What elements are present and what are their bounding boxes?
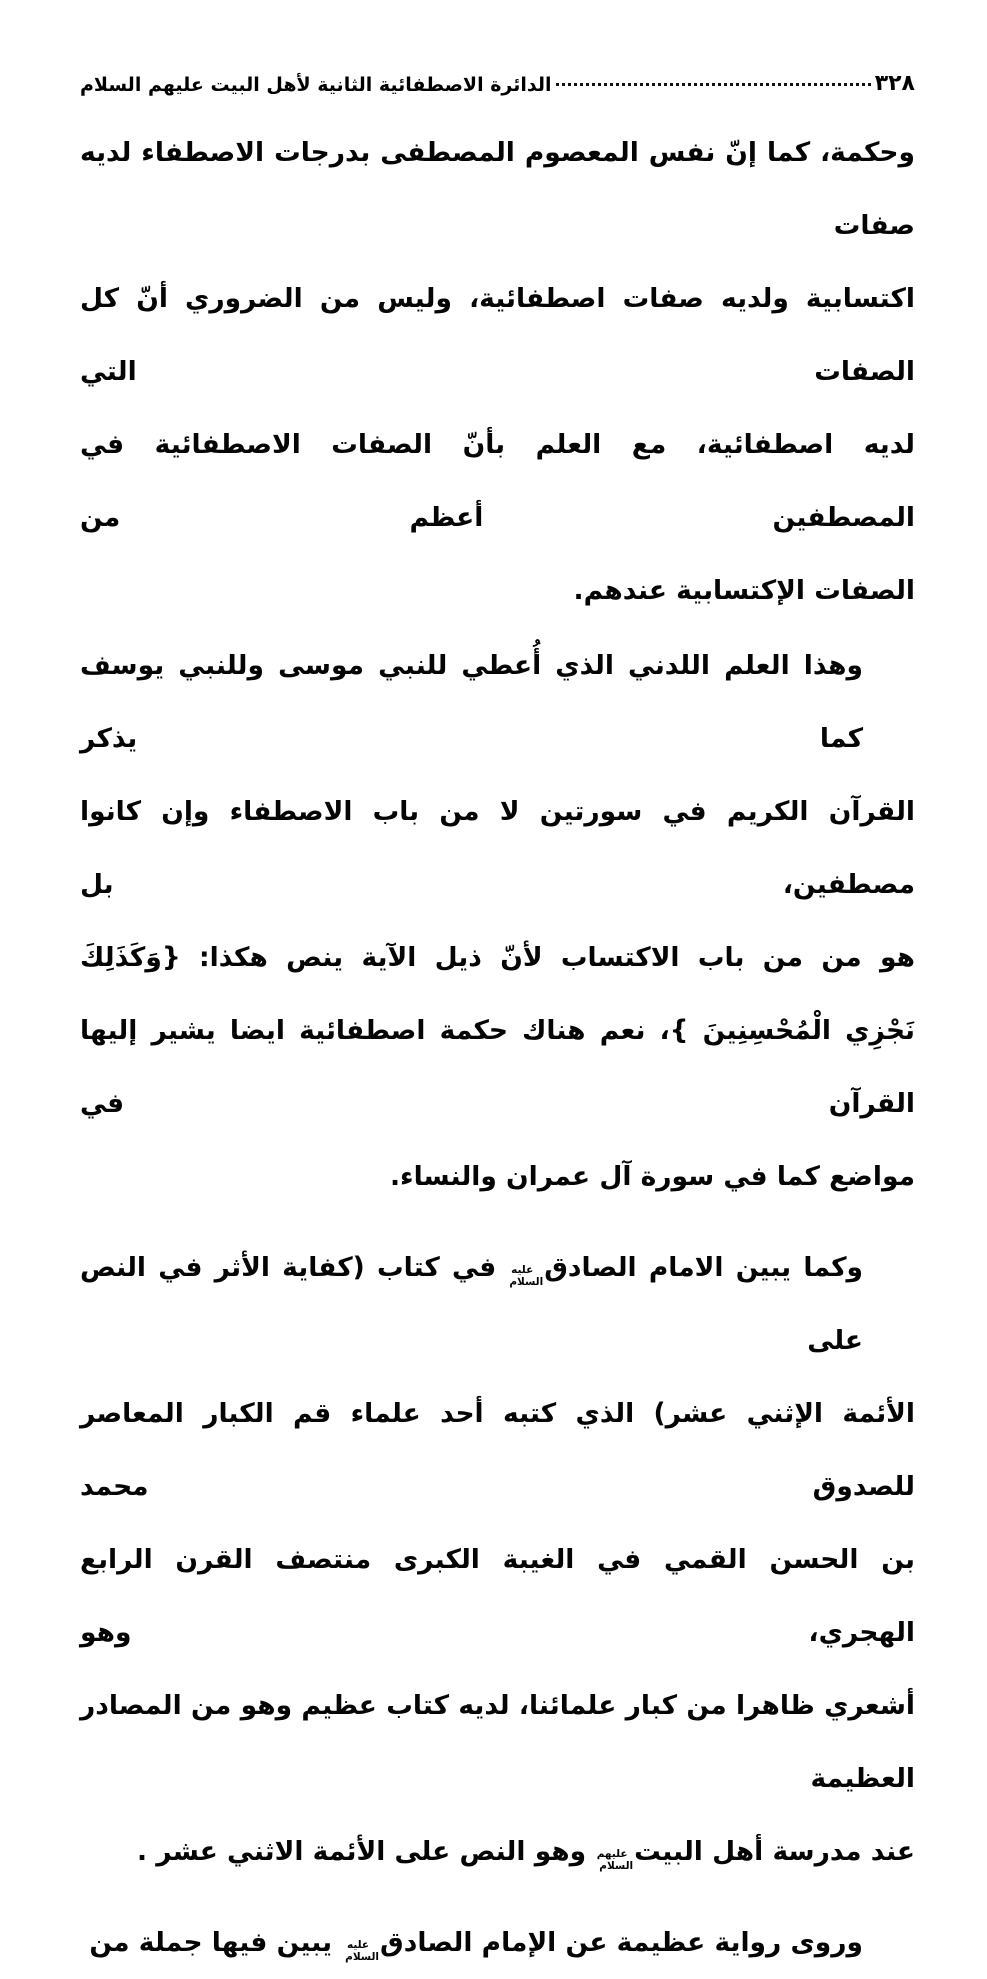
text-line: اكتسابية ولديه صفات اصطفائية، وليس من الضروري أنّ كل الصفات التي <box>80 283 915 387</box>
dotted-leader <box>556 83 871 86</box>
text-segment: في كتاب (كفاية الأثر في النص على <box>80 1252 863 1356</box>
text-line: وحكمة، كما إنّ نفس المعصوم المصطفى بدرجات الاصطفاء لديه صفات <box>80 137 915 241</box>
text-line <box>80 1231 915 1377</box>
text-line: وهذا العلم اللدني الذي أُعطي للنبي موسى وللنبي يوسف كما يذكر <box>80 650 863 754</box>
text-segment: يبين فيها جملة من <box>89 1927 333 1958</box>
text-line: مواضع كما في سورة آل عمران والنساء. <box>389 1161 915 1192</box>
text-line: لديه اصطفائية، مع العلم بأنّ الصفات الاصطفائية في المصطفين أعظم من <box>80 429 915 533</box>
page-body <box>80 116 915 1979</box>
quran-quote-line: نَجْزِي الْمُحْسِنِينَ }، نعم هناك حكمة اصطفائية ايضا يشير إليها القرآن في <box>80 1015 915 1119</box>
paragraph-1 <box>80 116 915 627</box>
alayhim-salam-honorific: عليهم السلام <box>596 1848 634 1872</box>
page-number: ٣٢٨ <box>874 71 915 96</box>
text-line: الأئمة الإثني عشر) الذي كتبه أحد علماء قم الكبار المعاصر للصدوق محمد <box>80 1398 915 1502</box>
running-header <box>80 44 915 96</box>
text-segment: وكما يبين الامام الصادق <box>544 1252 863 1283</box>
text-line <box>80 1815 915 1888</box>
text-line: القرآن الكريم في سورتين لا من باب الاصطفاء وإن كانوا مصطفين، بل <box>80 796 915 900</box>
paragraph-3 <box>80 1231 915 1888</box>
paragraph-4 <box>80 1906 915 1979</box>
text-line: أشعري ظاهرا من كبار علمائنا، لديه كتاب عظيم وهو من المصادر العظيمة <box>80 1690 915 1794</box>
chapter-title: الدائرة الاصطفائية الثانية لأهل البيت عليهم السلام <box>80 74 552 96</box>
text-line: بن الحسن القمي في الغيبة الكبرى منتصف القرن الرابع الهجري، وهو <box>80 1544 915 1648</box>
text-segment: عند مدرسة أهل البيت <box>634 1836 915 1867</box>
text-segment: وروى رواية عظيمة عن الإمام الصادق <box>380 1927 863 1958</box>
text-segment: وهو النص على الأئمة الاثني عشر . <box>136 1836 587 1867</box>
text-line <box>80 1906 915 1979</box>
paragraph-2 <box>80 629 915 1213</box>
quran-quote-line: هو من من باب الاكتساب لأنّ ذيل الآية ينص هكذا: {وَكَذَلِكَ <box>80 942 915 973</box>
text-line: الصفات الإكتسابية عندهم. <box>573 575 915 606</box>
alayhis-salam-honorific: عليه السلام <box>509 1264 544 1288</box>
alayhis-salam-honorific: عليه السلام <box>345 1939 380 1963</box>
